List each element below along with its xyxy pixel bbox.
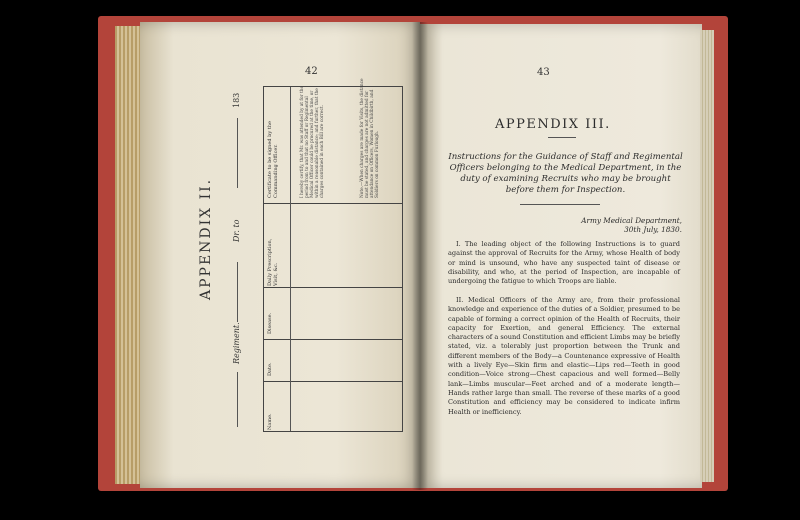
left-page-number: 42 xyxy=(305,66,318,77)
dr-to-label: Dr. to xyxy=(232,219,241,242)
department-date: 30th July, 1830. xyxy=(624,225,682,234)
instructions-heading: Instructions for the Guidance of Staff and Regimental Officers belonging to the Medical Department, in the duty of examining Recruits who may be brought before them for Inspection. xyxy=(448,152,683,195)
header-disease: Disease. xyxy=(267,312,273,334)
table-divider xyxy=(264,203,402,204)
department-line xyxy=(450,216,682,234)
header-name: Name. xyxy=(267,413,273,430)
dr-to-line xyxy=(237,262,238,322)
year-label: 183 xyxy=(232,92,241,108)
year-line xyxy=(237,118,238,188)
header-divider xyxy=(290,87,291,431)
account-table xyxy=(263,86,403,432)
appendix-ii-title: APPENDIX II. xyxy=(198,177,214,300)
appendix-iii-title: APPENDIX III. xyxy=(495,117,611,132)
table-divider xyxy=(264,381,402,382)
regiment-line xyxy=(237,372,238,427)
note-text: Note.—When charges are made for Visits, the distance must be stated, and charges are not admitted for attendance on Officers, Women in Childbirth, and Soldiers on common Furlough. xyxy=(360,78,380,198)
regiment-label: Regiment. xyxy=(232,322,241,364)
right-page-edges xyxy=(700,30,714,482)
header-certificate: Certificate to be signed by the Commanding Officer. xyxy=(267,121,279,198)
certificate-text: I hereby certify, that Mr. was attended by at for the period from to and that no Staff or Regimental Medical Officer could be procured at the time, or within a reasonable distance; and further, that the charges contained in each Bill are correct. xyxy=(300,85,325,198)
table-divider xyxy=(264,287,402,288)
paragraph-2: II. Medical Officers of the Army are, from their professional knowledge and experience of the duties of a Soldier, presumed to be capable of forming a correct opinion of the Health of Recruits, their capacity for Exertion, and general Efficiency. The external characters of a sound Constitution and efficient Limbs may be briefly stated, viz. a tolerably just proportion between the Trunk and different members of the Body—a Countenance expressive of Health with a lively Eye—Skin firm and elastic—Lips red—Teeth in good condition—Voice strong—Chest capacious and well formed—Belly lank—Limbs muscular—Feet arched and of a moderate length—Hands rather large than small. The reverse of these marks of a good Constitution and efficiency may be considered to indicate infirm Health or inefficiency. xyxy=(448,296,680,416)
section-rule xyxy=(520,204,600,205)
department-name: Army Medical Department, xyxy=(581,216,682,225)
title-rule xyxy=(548,137,576,138)
right-page-number: 43 xyxy=(537,67,550,78)
book-gutter xyxy=(412,22,428,490)
left-page-edges xyxy=(115,26,143,484)
table-divider xyxy=(264,339,402,340)
paragraph-1: I. The leading object of the following Instructions is to guard against the approval of Recruits for the Army, whose Health of body or mind is unsound, who have any suspected taint of disease or disability, and who, at the period of Inspection, are incapable of undergoing the fatigue to which Troops are liable. xyxy=(448,240,680,286)
header-date: Date. xyxy=(267,362,273,376)
header-prescription: Daily Prescription, Visit, &c. xyxy=(267,238,279,286)
